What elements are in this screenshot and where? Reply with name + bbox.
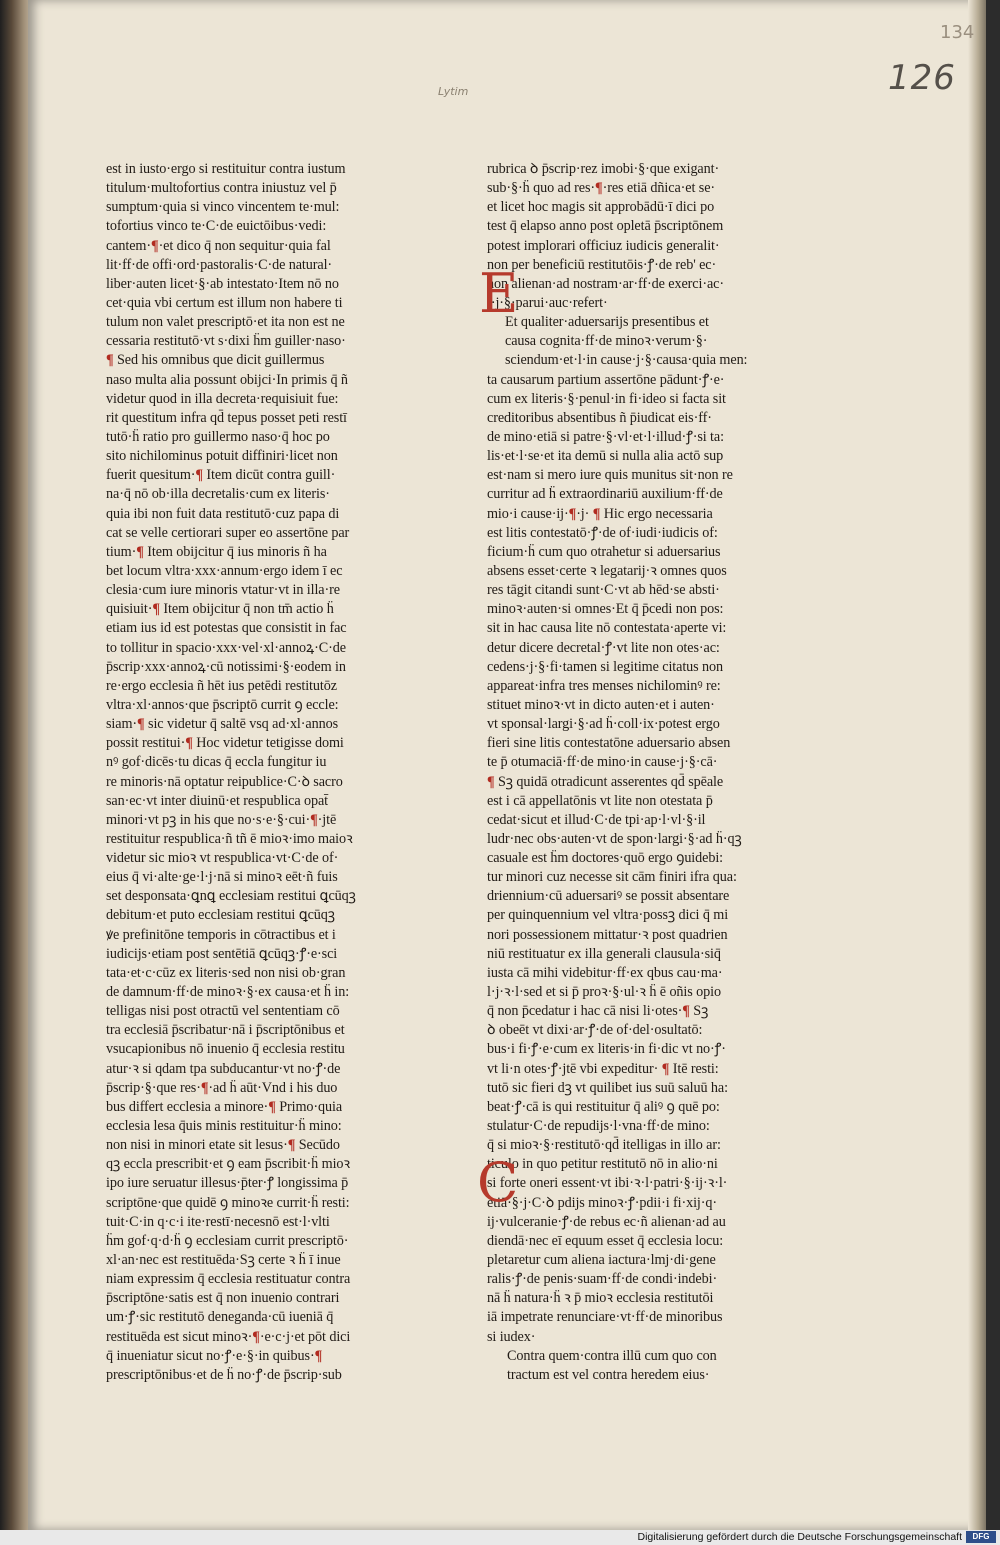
right-text-column (477, 160, 799, 1385)
text-line: vt li·n otes·ꝭ·jtē vbi expeditur· ¶ Itē resti: (487, 1060, 719, 1077)
text-line: videtur quod in illa decreta·requisiuit fue: (106, 390, 339, 407)
text-line: tutō·ḧ ratio pro guillermo naso·q̄ hoc po (106, 428, 330, 445)
drop-capital-c: C (477, 1151, 519, 1214)
paragraph-mark-icon: ¶ (487, 773, 495, 790)
paragraph-mark-icon: ¶ (252, 1328, 260, 1345)
text-line: stulatur·C·de repudijs·l·vna·ff·de mino: (487, 1118, 710, 1135)
text-line: ficium·ḧ cum quo otrahetur si aduersarius (487, 543, 721, 560)
text-line: Et qualiter·aduersarijs presentibus et (505, 314, 709, 331)
text-line: iā impetrate renunciare·vt·ff·de minoribus (487, 1309, 723, 1326)
text-line: ticulo in quo petitur restitutō nō in alio·ni (487, 1156, 718, 1173)
text-line: detur dicere decretal·ꝭ·vt lite non otes·ac: (487, 639, 720, 656)
text-line: siam·¶ sic videtur q̄ saltē vsq ad·xl·annos (106, 716, 338, 733)
text-line: cantem·¶·et dico q̄ non sequitur·quia fal (106, 237, 331, 254)
text-line: etiā·§·j·C·ꝺ pdijs minoꝛ·ꝭ·pdii·i fi·xij·q· (487, 1194, 718, 1211)
text-line: nꝰ gof·dicēs·tu dicas q̄ eccla fungitur iu (106, 754, 327, 771)
text-line: ludr·nec obs·auten·vt de spon·largi·§·ad ḧ·qꝫ (487, 830, 742, 847)
text-line: p̄scrip·xxx·annoꝝ·cū notissimi·§·eodem in (106, 658, 346, 675)
text-line: Contra quem·contra illū cum quo con (507, 1347, 717, 1364)
text-line: sumptum·quia si vinco vincentem te·mul: (106, 199, 340, 216)
text-line: p̄scriptōne·satis est q̄ non inuenio contrari (106, 1290, 340, 1307)
text-line: q̄ si mioꝛ·§·restitutō·qd̄ itelligas in illo ar: (487, 1137, 721, 1154)
paragraph-mark-icon: ¶ (310, 811, 318, 828)
paragraph-mark-icon: ¶ (152, 601, 160, 618)
text-line: bus differt ecclesia a minore·¶ Primo·quia (106, 1098, 343, 1115)
dfg-logo-icon: DFG (966, 1531, 996, 1543)
text-line: appareat·infra tres menses nichilominꝰ re: (487, 677, 721, 694)
paragraph-mark-icon: ¶ (136, 543, 144, 560)
text-line: re minoris·nā optatur reipublice·C·ꝺ sacro (106, 773, 343, 790)
text-line: non per beneficiū restitutōis·ꝭ·de reb' ec· (487, 256, 717, 273)
text-line: iusta cā mihi videbitur·ff·ex qbus cau·ma· (487, 964, 723, 981)
text-line: iudicijs·etiam post sentētiā ꝗcūqꝫ·ꝭ·e·sci (106, 945, 338, 962)
text-line: ralis·ꝭ·de penis·suam·ff·de condi·indebi· (487, 1271, 718, 1288)
text-line: ipo iure seruatur illesus·p̄ter·ꝭ longissima p̄ (106, 1175, 349, 1192)
page-edge (968, 0, 986, 1530)
footer-bar (0, 1530, 1000, 1545)
text-line: non alienan·ad nostram·ar·ff·de exerci·ac· (487, 275, 724, 292)
book-page (28, 0, 986, 1530)
paragraph-mark-icon: ¶ (661, 1060, 670, 1077)
text-line: de mino·etiā si patre·§·vl·et·l·illud·ꝭ·si ta: (487, 428, 724, 445)
text-line: san·ec·vt inter diuinū·et respublica opat̄ (106, 792, 329, 809)
text-line: q̄ non p̄cedatur i hac cā nisi li·otes·¶ Sꝫ (487, 1003, 709, 1020)
text-line: ¶ Sꝫ quidā otradicunt asserentes qd̄ spēale (487, 773, 724, 790)
text-line: etiam ius id est potestas que consistit in fac (106, 620, 347, 637)
text-line: creditoribus absentibus ñ p̄iudicat eis·ff· (487, 409, 712, 426)
text-line: de damnum·ff·de minoꝛ·§·ex causa·et ḧ in: (106, 984, 350, 1001)
text-line: nori possessionem mittatur·ꝛ post quadrien (487, 926, 728, 943)
paragraph-mark-icon: ¶ (268, 1098, 276, 1115)
text-line: pletaretur cum aliena iactura·lmj·di·gene (487, 1252, 716, 1269)
text-line: tra ecclesiā p̄scribatur·nā i p̄scriptōnibus et (106, 1022, 345, 1039)
text-line: tulum non valet prescriptō·et ita non est ne (106, 314, 345, 331)
top-scribble: Lytim (438, 85, 469, 98)
paragraph-mark-icon: ¶ (682, 1003, 690, 1020)
text-line: eius q̄ vi·alte·ge·l·j·nā si minoꝛ eēt·ñ fuis (106, 869, 338, 886)
text-line: niū restituatur ex illa generali clausula·siq̄ (487, 945, 721, 962)
text-line: qꝫ eccla prescribit·et ꝯ eam p̄scribit·ḧ mioꝛ (106, 1156, 351, 1173)
text-line: q̄ inueniatur sicut no·ꝭ·e·§·in quibus·¶ (106, 1347, 323, 1364)
text-line: restituēda est sicut minoꝛ·¶·e·c·j·et pōt dici (106, 1328, 351, 1345)
text-line: nā ḧ natura·ḧ ꝛ p̄ mioꝛ ecclesia restitutōi (487, 1290, 714, 1307)
paragraph-mark-icon: ¶ (137, 716, 145, 733)
text-line: vt sponsal·largi·§·ad ḧ·coll·ix·potest ergo (487, 716, 720, 733)
text-line: si iudex· (487, 1328, 536, 1345)
folio-number: 126 (888, 58, 956, 98)
text-line: possit restitui·¶ Hoc videtur tetigisse domi (106, 735, 344, 752)
text-line: sito nichilominus potuit diffiniri·licet non (106, 448, 338, 465)
text-line: te p̄ otumaciā·ff·de mino·in cause·j·§·cā· (487, 754, 718, 771)
text-line: causa cognita·ff·de minoꝛ·verum·§· (505, 333, 708, 350)
text-line: ꝟe prefinitōne temporis in cōtractibus et i (106, 926, 336, 943)
text-line: sub·§·ḧ quo ad res·¶·res etiā dñica·et se· (487, 180, 716, 197)
footer-credit: Digitalisierung gefördert durch die Deutsche Forschungsgemeinschaft (637, 1531, 962, 1543)
text-line: liber·auten licet·§·ab intestato·Item nō no (106, 275, 339, 292)
text-line: per quinquennium vel vltra·possꝫ dici q̄ mi (487, 907, 729, 924)
text-line: ꝺ obeēt vt dixi·ar·ꝭ·de of·del·osultatō: (487, 1022, 703, 1039)
text-line: tutō sic fieri dꝫ vt quilibet ius suū saluū ha: (487, 1079, 728, 1096)
text-line: mio·i cause·ij·¶·j· ¶ Hic ergo necessaria (487, 505, 713, 522)
text-line: tur minori cuz necesse sit cām finiri ifra qua: (487, 869, 737, 886)
text-line: cessaria restitutō·vt s·dixi ḧm guiller·naso· (106, 333, 346, 350)
text-line: casuale est ḧm doctores·quō ergo ꝯuidebi: (487, 850, 724, 867)
text-line: cedens·j·§·fi·tamen si legitime citatus non (487, 658, 724, 675)
text-line: to tollitur in spacio·xxx·vel·xl·annoꝝ·C·de (106, 639, 346, 656)
text-line: fieri sine litis contestatōne aduersario absen (487, 735, 731, 752)
text-line: scriptōne·que quidē ꝯ minoꝛe currit·ḧ resti: (106, 1194, 350, 1211)
text-line: ecclesia lesa q̄uis minis restituitur·ḧ mino: (106, 1118, 342, 1135)
text-line: re·ergo ecclesia ñ hēt ius petēdi restitutōz (106, 677, 337, 694)
text-line: curritur ad ḧ extraordinariū auxilium·ff·de (487, 486, 723, 503)
paragraph-mark-icon: ¶ (568, 505, 577, 522)
text-line: sciendum·et·l·in cause·j·§·causa·quia men: (505, 352, 748, 369)
text-line: ḧm gof·q·d·ḧ ꝯ ecclesiam currit prescriptō· (106, 1232, 349, 1249)
text-line: non nisi in minori etate sit lesus·¶ Secūdo (106, 1137, 340, 1154)
right-column-opening (487, 160, 799, 313)
text-line: absens esset·certe ꝛ legatarij·ꝛ omnes quos (487, 562, 727, 579)
text-line: cedat·sicut et illud·C·de tpi·ap·l·vl·§·il (487, 811, 706, 828)
text-line: vsucapionibus nō inuenio q̄ ecclesia restitu (106, 1041, 345, 1058)
text-line: test q̄ elapso anno post opletā p̄scriptōnem (487, 218, 724, 235)
text-line: et licet hoc magis sit approbādū·ī dici po (487, 199, 715, 216)
paragraph-mark-icon: ¶ (595, 180, 603, 197)
paragraph-mark-icon: ¶ (200, 1079, 209, 1096)
paragraph-mark-icon: ¶ (592, 505, 601, 522)
text-line: vltra·xl·annos·que p̄scriptō currit ꝯ eccle: (106, 696, 339, 713)
drop-capital-e: E (479, 262, 519, 325)
text-line: naso multa alia possunt obijci·In primis q̄ ñ (106, 371, 348, 388)
text-line: cet·quia vbi certum est illum non habere ti (106, 294, 343, 311)
text-line: ij·vulceranie·ꝭ·de rebus ec·ñ alienan·ad au (487, 1213, 726, 1230)
text-line: na·q̄ nō ob·illa decretalis·cum ex literis· (106, 486, 330, 503)
text-line: quia ibi non fuit data restitutō·cuz papa di (106, 505, 340, 522)
left-text-column (106, 160, 416, 1385)
text-line: quisiuit·¶ Item obijcitur q̄ non tm̄ actio ḧ (106, 601, 334, 618)
text-line: sit in hac causa lite nō contestata·aperte vi: (487, 620, 727, 637)
text-line: p̄scrip·§·que res·¶·ad ḧ aūt·Vnd i his duo (106, 1079, 338, 1096)
text-line: diendā·nec eī equum esset q̄ ecclesia locu: (487, 1232, 724, 1249)
text-line: est litis contestatō·ꝭ·de of·iudi·iudicis of: (487, 524, 718, 541)
text-line: bet locum vltra·xxx·annum·ergo idem ī ec (106, 562, 343, 579)
text-line: ta causarum partium assertōne pādunt·ꝭ·e· (487, 371, 725, 388)
pencil-mark: 134 (940, 22, 975, 43)
text-line: minori·vt pꝫ in his que no·s·e·§·cui·¶·jtē (106, 811, 337, 828)
text-line: si forte oneri essent·vt ibi·ꝛ·l·patri·§·ij·ꝛ·l· (487, 1175, 728, 1192)
text-line: lis·et·l·se·et ita demū si nulla alia actō sup (487, 448, 724, 465)
paragraph-mark-icon: ¶ (106, 352, 114, 369)
text-line: tofortius vinco te·C·de euictōibus·vedi: (106, 218, 327, 235)
text-line: restituitur respublica·ñ tñ ē mioꝛ·imo maioꝛ (106, 830, 353, 847)
text-line: videtur sic mioꝛ vt respublica·vt·C·de of· (106, 850, 339, 867)
text-line: est i cā appellatōnis vt lite non otestata p̄ (487, 792, 713, 809)
text-line: um·ꝭ·sic restitutō deneganda·cū iueniā q̄ (106, 1309, 334, 1326)
right-column-main (487, 313, 799, 1347)
text-line: fuerit quesitum·¶ Item dicūt contra guill· (106, 467, 336, 484)
text-line: l·j·ꝛ·l·sed et si p̄ proꝛ·§·ul·ꝛ ḧ ē oñis opio (487, 984, 721, 1001)
text-line: minoꝛ·auten·si omnes·Et q̄ p̄cedi non pos: (487, 601, 724, 618)
text-line: prescriptōnibus·et de ḧ no·ꝭ·de p̄scrip·sub (106, 1366, 342, 1383)
text-line: est·nam si mero iure quis munitus sit·non re (487, 467, 733, 484)
text-line: l·j·§·parui·auc·refert· (487, 294, 608, 311)
text-line: est in iusto·ergo si restituitur contra iustum (106, 161, 346, 177)
text-line: bus·i fi·ꝭ·e·cum ex literis·in fi·dic vt no·ꝭ· (487, 1041, 726, 1058)
text-line: tractum est vel contra heredem eius· (507, 1366, 710, 1383)
text-line: set desponsata·ꝗnꝗ ecclesiam restitui ꝗcūqꝫ (106, 888, 356, 905)
text-line: niam expressim q̄ ecclesia restituatur contra (106, 1271, 351, 1288)
text-line: beat·ꝭ·cā is qui restituitur q̄ aliꝰ ꝯ quē po: (487, 1098, 720, 1115)
text-line: telligas nisi post otractū vel sententiam cō (106, 1003, 340, 1020)
text-line: res tāgit citandi sunt·C·vt ab hēd·se absti· (487, 582, 720, 599)
text-line: rit questitum infra qd̄ tepus posset peti restī (106, 409, 347, 426)
paragraph-mark-icon: ¶ (195, 467, 203, 484)
paragraph-mark-icon: ¶ (151, 237, 159, 254)
text-line: tium·¶ Item obijcitur q̄ ius minoris ñ ha (106, 543, 327, 560)
paragraph-mark-icon: ¶ (287, 1137, 296, 1154)
text-line: ¶ Sed his omnibus que dicit guillermus (106, 352, 325, 369)
right-column-ending (487, 1347, 799, 1385)
text-line: stituet minoꝛ·vt in dicto auten·et i auten· (487, 696, 715, 713)
text-line: tata·et·c·cūz ex literis·sed non nisi ob·gran (106, 964, 346, 981)
text-line: clesia·cum iure minoris vtatur·vt in illa·re (106, 582, 340, 599)
text-line: rubrica ꝺ p̄scrip·rez imobi·§·que exigant· (487, 161, 720, 177)
paragraph-mark-icon: ¶ (185, 735, 193, 752)
text-line: atur·ꝛ si qdam tpa subducantur·vt no·ꝭ·de (106, 1060, 341, 1077)
text-line: cat se velle certiorari super eo assertōne par (106, 524, 350, 541)
text-line: cum ex literis·§·penul·in fi·ideo si facta sit (487, 390, 726, 407)
text-line: titulum·multofortius contra iniustuz vel p̄ (106, 180, 337, 197)
text-line: tuit·C·in q·c·i ite·restī·necesnō est·l·vlti (106, 1213, 330, 1230)
paragraph-mark-icon: ¶ (314, 1347, 323, 1364)
text-line: debitum·et puto ecclesiam restitui ꝗcūqꝫ (106, 907, 335, 924)
text-line: driennium·cū aduersariꝰ se possit absentare (487, 888, 730, 905)
text-line: potest implorari officiuz iudicis generalit· (487, 237, 720, 254)
text-line: lit·ff·de offi·ord·pastoralis·C·de natural· (106, 256, 333, 273)
text-line: xl·an·nec est restituēda·Sꝫ certe ꝛ ḧ ī inue (106, 1252, 341, 1269)
